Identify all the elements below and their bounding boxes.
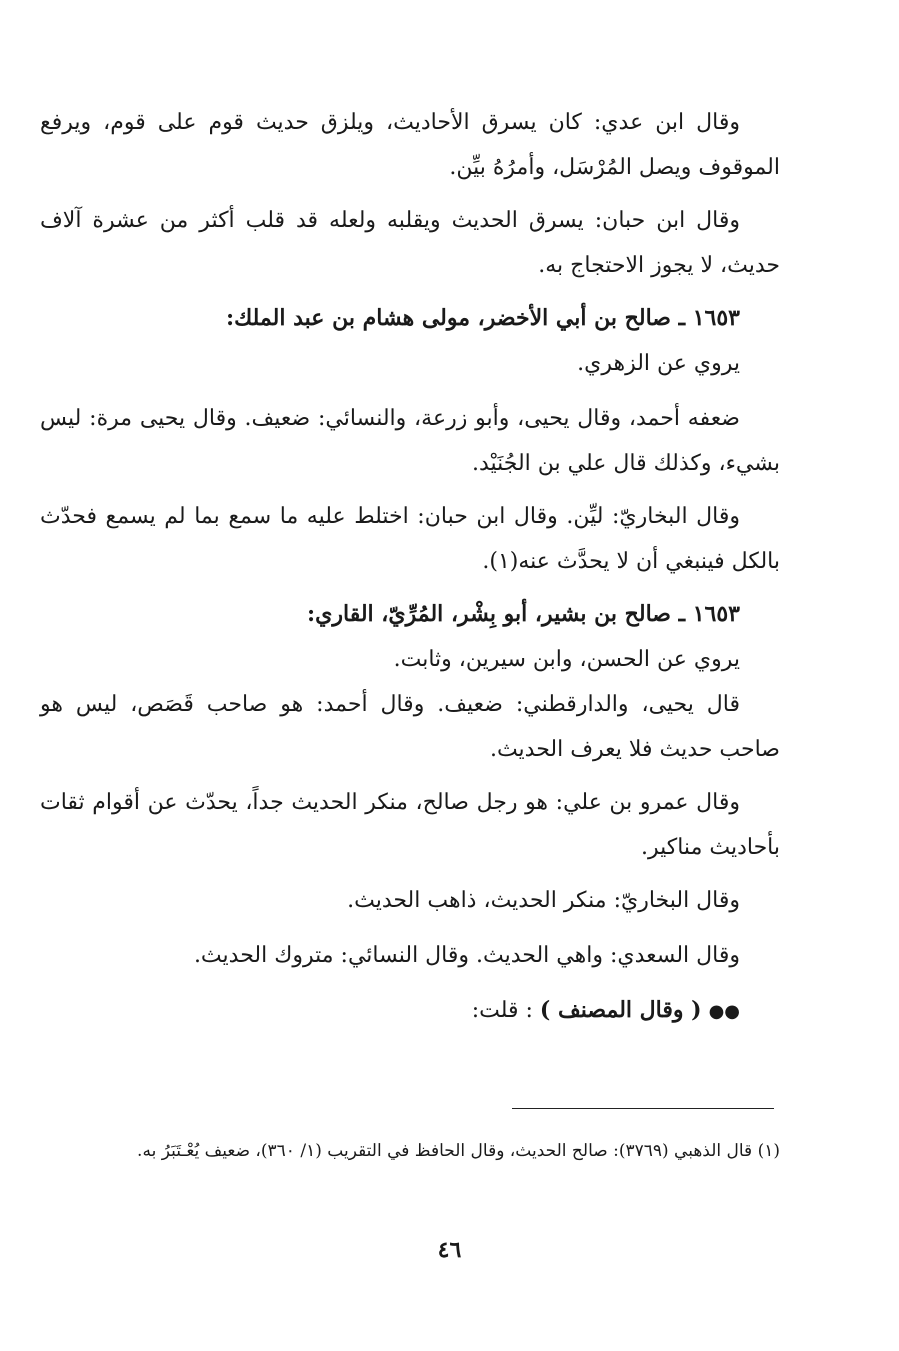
entry-heading-salih-ibn-abi-al-akhdar: ١٦٥٣ ـ صالح بن أبي الأخضر، مولى هشام بن عبد الملك: [225,305,740,331]
paragraph-narrates-from-hasan: يروي عن الحسن، وابن سيرين، وثابت. [393,647,740,672]
page-body [40,100,780,1034]
entry-heading-salih-ibn-bashir: ١٦٥٣ ـ صالح بن بشير، أبو بِشْر، المُرِّيّ، القاري: [307,601,740,627]
footnote-divider [512,1108,774,1109]
page-number: ٤٦ [437,1237,462,1263]
footnote: (١) قال الذهبي (٣٧٦٩): صالح الحديث، وقال الحافظ في التقريب (١/ ٣٦٠)، ضعيف يُعْـتَبَرُ به. [137,1141,780,1161]
author-note-label: ( وقال المصنف ) [539,997,702,1023]
paragraph-narrates-from-zuhri: يروي عن الزهري. [577,351,740,376]
paragraph-ibn-adi: وقال ابن عدي: كان يسرق الأحاديث، ويلزق حديث قوم على قوم، ويرفع الموقوف ويصل المُرْسَل، وأمرُهُ بيِّن. [40,110,780,180]
paragraph-amr-ibn-ali: وقال عمرو بن علي: هو رجل صالح، منكر الحديث جداً، يحدّث عن أقوام ثقات بأحاديث مناكير. [40,790,780,860]
paragraph-yahya-daraqutni: قال يحيى، والدارقطني: ضعيف. وقال أحمد: هو صاحب قَصَص، ليس هو صاحب حديث فلا يعرف الحديث. [40,692,780,762]
paragraph-bukhari-layyin: وقال البخاريّ: ليِّن. وقال ابن حبان: اختلط عليه ما سمع بما لم يسمع فحدّث بالكل فينبغي أن لا يحدَّث عنه(١). [40,504,780,574]
author-note [40,988,780,1034]
double-dot-marker-icon: ●● [708,1001,740,1022]
paragraph-weakened-by-ahmad: ضعفه أحمد، وقال يحيى، وأبو زرعة، والنسائي: ضعيف. وقال يحيى مرة: ليس بشيء، وكذلك قال علي بن الجُنَيْد. [40,406,780,476]
paragraph-bukhari-munkar: وقال البخاريّ: منكر الحديث، ذاهب الحديث. [347,888,740,913]
author-note-text: : قلت: [471,998,533,1023]
paragraph-ibn-hibban: وقال ابن حبان: يسرق الحديث ويقلبه ولعله قد قلب أكثر من عشرة آلاف حديث، لا يجوز الاحتجاج به. [40,208,780,278]
paragraph-saadi-nasai: وقال السعدي: واهي الحديث. وقال النسائي: متروك الحديث. [193,943,740,968]
